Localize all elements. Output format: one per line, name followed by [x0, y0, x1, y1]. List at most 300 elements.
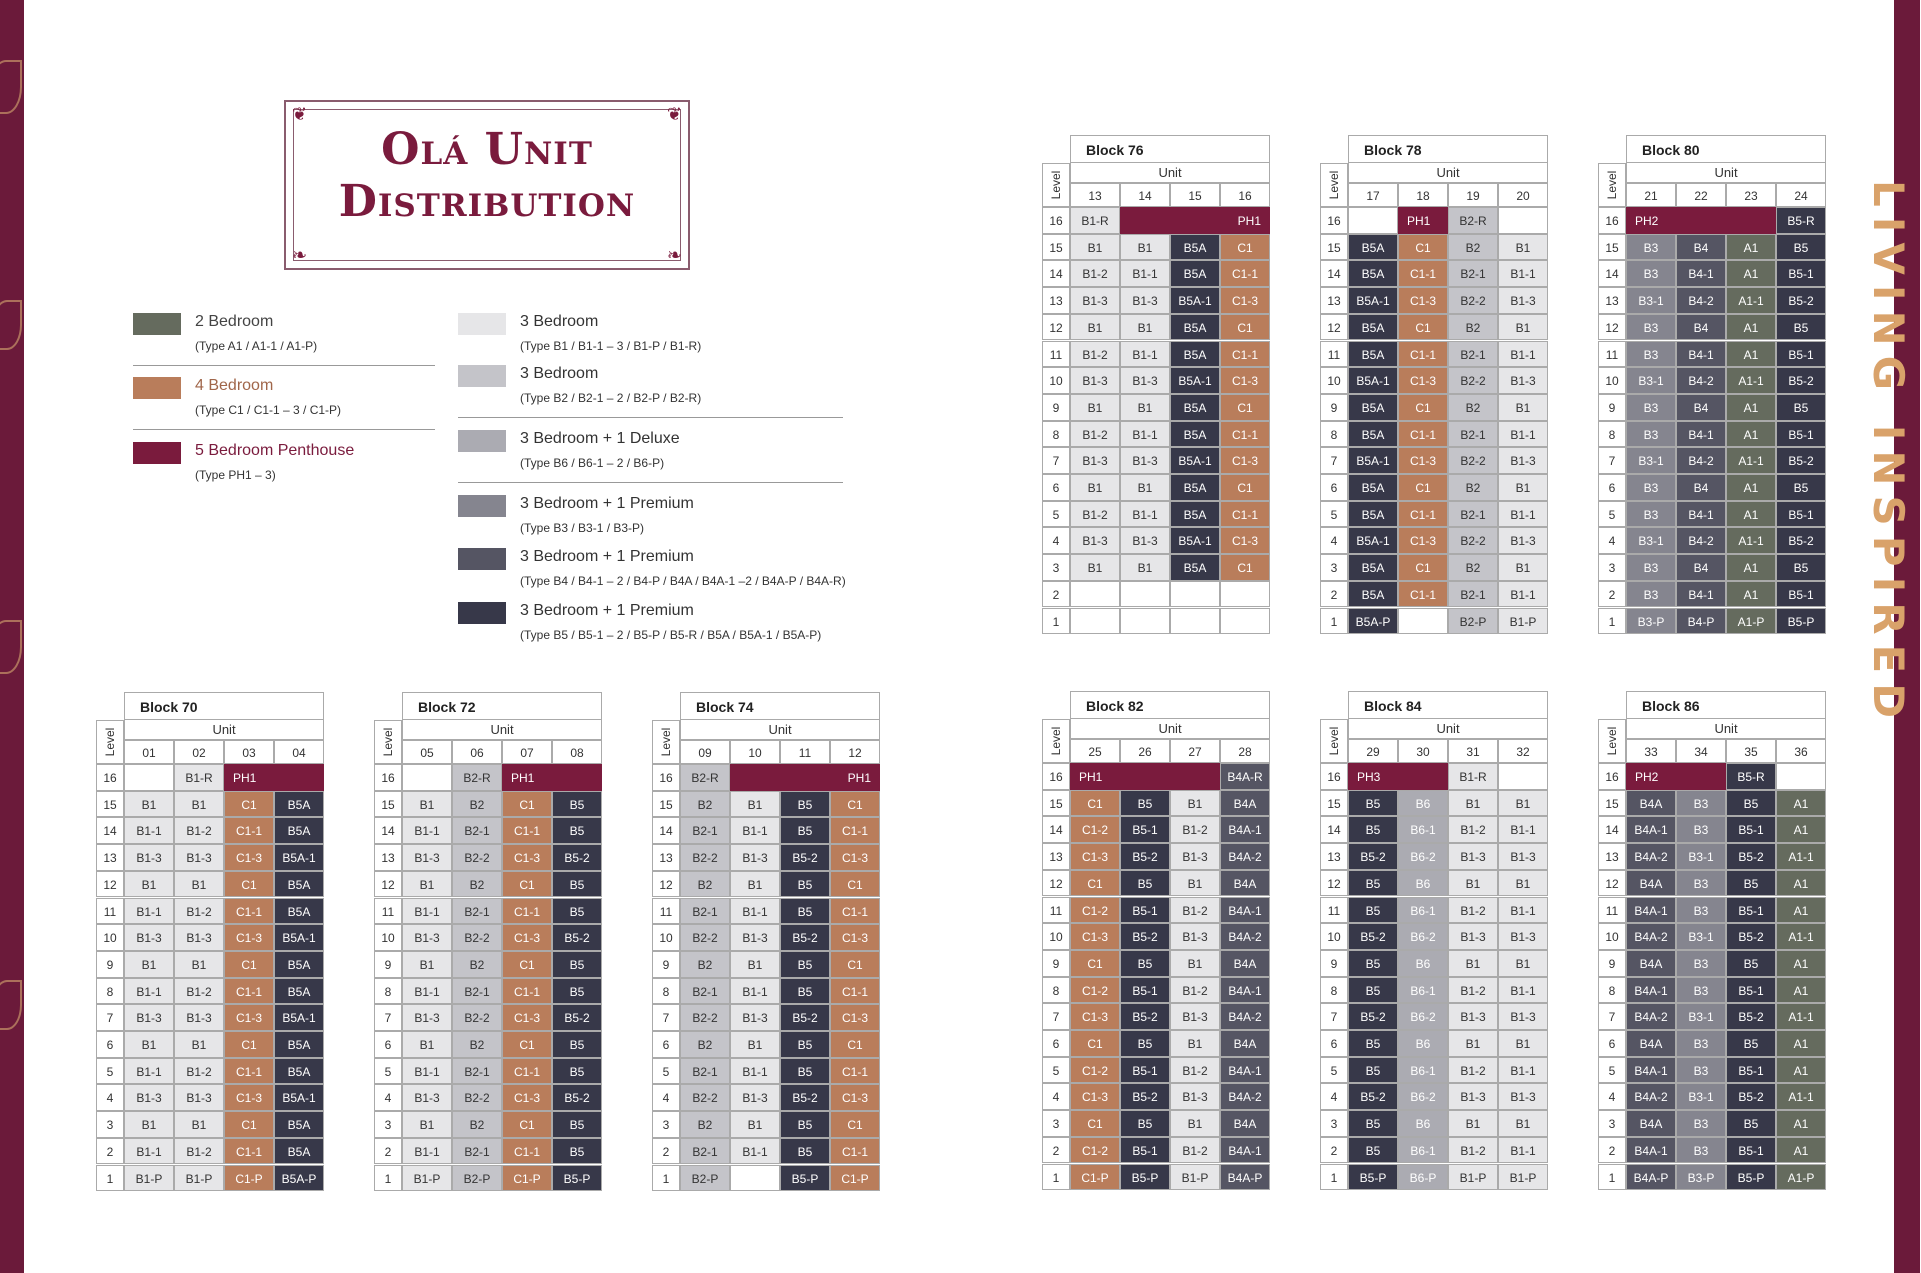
- block-title: Block 76: [1070, 135, 1270, 163]
- unit-cell: B1-3: [1120, 447, 1170, 474]
- unit-cell: B5: [1348, 950, 1398, 977]
- unit-cell: B1-2: [1170, 977, 1220, 1004]
- level-number: 11: [1598, 897, 1626, 924]
- unit-cell: A1-1: [1776, 843, 1826, 870]
- unit-cell: B3: [1676, 897, 1726, 924]
- unit-cell: B1: [1498, 554, 1548, 581]
- legend-subtitle: (Type B6 / B6-1 – 2 / B6-P): [520, 456, 665, 470]
- unit-cell: B2-2: [680, 844, 730, 871]
- unit-cell: C1: [502, 1111, 552, 1138]
- unit-cell: B1-3: [1170, 923, 1220, 950]
- level-number: 3: [652, 1111, 680, 1138]
- unit-cell: B5A-1: [274, 1004, 324, 1031]
- legend-subtitle: (Type B5 / B5-1 – 2 / B5-P / B5-R / B5A / B5A-1 / B5A-P): [520, 628, 822, 642]
- legend-swatch: [133, 313, 181, 335]
- unit-cell: B4: [1676, 474, 1726, 501]
- unit-column-header: 23: [1726, 183, 1776, 207]
- unit-cell: A1-1: [1726, 527, 1776, 554]
- unit-cell: B5-P: [1348, 1164, 1398, 1191]
- level-number: 12: [374, 871, 402, 898]
- unit-cell: B1-1: [402, 1138, 452, 1165]
- unit-cell: B4: [1676, 234, 1726, 261]
- level-number: 1: [652, 1165, 680, 1192]
- unit-cell: A1: [1726, 314, 1776, 341]
- unit-cell: B1: [1120, 394, 1170, 421]
- unit-cell: B5: [1776, 554, 1826, 581]
- unit-cell: B5: [1348, 870, 1398, 897]
- unit-cell: B5A: [1348, 421, 1398, 448]
- unit-cell: B1: [174, 951, 224, 978]
- unit-cell: B3: [1626, 421, 1676, 448]
- unit-cell: B1-3: [1498, 447, 1548, 474]
- level-number: 16: [374, 764, 402, 791]
- unit-cell: A1-1: [1726, 367, 1776, 394]
- unit-cell: C1-3: [1070, 923, 1120, 950]
- unit-cell: B1-2: [1070, 260, 1120, 287]
- unit-cell: B2-1: [1448, 421, 1498, 448]
- unit-cell: B5-1: [1120, 816, 1170, 843]
- unit-cell: B3: [1626, 474, 1676, 501]
- unit-cell: B3: [1676, 1137, 1726, 1164]
- unit-cell: A1: [1726, 501, 1776, 528]
- unit-cell: B4A-1: [1626, 977, 1676, 1004]
- unit-header: Unit: [1626, 163, 1826, 183]
- unit-cell: B2-2: [680, 1084, 730, 1111]
- unit-cell: B1-3: [1498, 923, 1548, 950]
- unit-cell: B1: [1120, 474, 1170, 501]
- level-number: 8: [1042, 421, 1070, 448]
- side-tagline: [1864, 180, 1921, 1100]
- unit-cell: C1: [1398, 234, 1448, 261]
- level-number: 8: [1598, 421, 1626, 448]
- level-number: 10: [1042, 923, 1070, 950]
- unit-cell: B1-3: [402, 844, 452, 871]
- unit-cell: B1: [1120, 554, 1170, 581]
- unit-cell: B1: [1170, 790, 1220, 817]
- unit-cell: C1: [1398, 554, 1448, 581]
- unit-cell: B5-2: [552, 844, 602, 871]
- unit-cell: B4-2: [1676, 447, 1726, 474]
- level-number: 12: [1320, 314, 1348, 341]
- unit-cell: PH1: [1120, 207, 1270, 234]
- level-number: 16: [652, 764, 680, 791]
- unit-cell: B5-2: [552, 1004, 602, 1031]
- block-title: Block 72: [402, 692, 602, 720]
- unit-cell: B1-2: [174, 1138, 224, 1165]
- unit-cell: B4A-2: [1626, 923, 1676, 950]
- unit-cell: C1: [1220, 474, 1270, 501]
- unit-cell: B5-1: [1726, 897, 1776, 924]
- legend-divider: [133, 365, 435, 366]
- unit-cell: B4A-2: [1626, 1003, 1676, 1030]
- unit-cell: B5: [1348, 1137, 1398, 1164]
- legend-subtitle: (Type C1 / C1-1 – 3 / C1-P): [195, 403, 342, 417]
- leaf-ornament: [0, 60, 22, 114]
- unit-column-header: 33: [1626, 739, 1676, 763]
- unit-cell: B6-P: [1398, 1164, 1448, 1191]
- unit-cell: C1-3: [502, 924, 552, 951]
- unit-cell: B1-1: [730, 978, 780, 1005]
- unit-cell: B1-2: [174, 898, 224, 925]
- unit-cell: B6-1: [1398, 977, 1448, 1004]
- level-number: 8: [1598, 977, 1626, 1004]
- block-title: Block 80: [1626, 135, 1826, 163]
- level-number: 7: [1598, 1003, 1626, 1030]
- unit-cell: B1-1: [124, 1138, 174, 1165]
- unit-header: Unit: [680, 720, 880, 740]
- unit-header: Unit: [1070, 163, 1270, 183]
- unit-cell: B1-1: [124, 1058, 174, 1085]
- unit-cell: B1-2: [174, 1058, 224, 1085]
- level-number: 2: [1042, 581, 1070, 608]
- unit-cell: A1: [1726, 341, 1776, 368]
- level-number: 16: [1320, 207, 1348, 234]
- unit-cell: B1-P: [124, 1165, 174, 1192]
- unit-cell: B4: [1676, 314, 1726, 341]
- level-number: 5: [1320, 1057, 1348, 1084]
- unit-cell: B2: [1448, 234, 1498, 261]
- unit-cell: B1-3: [124, 844, 174, 871]
- level-number: 2: [652, 1138, 680, 1165]
- unit-cell: B1-1: [1498, 581, 1548, 608]
- unit-column-header: 01: [124, 740, 174, 764]
- level-number: 14: [1320, 260, 1348, 287]
- level-number: 9: [652, 951, 680, 978]
- unit-cell: B5: [1348, 790, 1398, 817]
- unit-cell: B1-1: [1498, 260, 1548, 287]
- unit-cell: B1-P: [402, 1165, 452, 1192]
- level-number: 11: [1042, 897, 1070, 924]
- unit-cell: B1: [402, 951, 452, 978]
- unit-cell: B5: [552, 898, 602, 925]
- legend-swatch: [458, 365, 506, 387]
- legend-title: 4 Bedroom: [195, 377, 274, 394]
- unit-cell: B1: [1498, 394, 1548, 421]
- unit-cell: C1-1: [502, 898, 552, 925]
- unit-cell: B6-1: [1398, 816, 1448, 843]
- unit-cell: B1: [1070, 474, 1120, 501]
- level-number: 15: [374, 791, 402, 818]
- unit-cell: B2: [1448, 314, 1498, 341]
- level-number: 12: [1042, 870, 1070, 897]
- unit-column-header: 16: [1220, 183, 1270, 207]
- unit-cell: C1-3: [1220, 527, 1270, 554]
- unit-cell: B5: [1348, 816, 1398, 843]
- unit-cell: B6-2: [1398, 923, 1448, 950]
- unit-cell: B2-R: [680, 764, 730, 791]
- unit-column-header: 12: [830, 740, 880, 764]
- unit-cell: B2: [1448, 474, 1498, 501]
- unit-cell: C1-1: [1398, 341, 1448, 368]
- unit-cell-empty: [1070, 608, 1120, 635]
- unit-cell: B1-2: [1448, 1057, 1498, 1084]
- unit-cell: C1: [1398, 474, 1448, 501]
- unit-cell-empty: [124, 764, 174, 791]
- unit-cell: B4A-2: [1220, 843, 1270, 870]
- unit-cell: B1-3: [174, 924, 224, 951]
- unit-cell: B1-1: [1498, 897, 1548, 924]
- level-number: 8: [1320, 977, 1348, 1004]
- unit-column-header: 25: [1070, 739, 1120, 763]
- unit-cell: C1-3: [502, 1004, 552, 1031]
- unit-cell: B5A: [1348, 394, 1398, 421]
- level-number: 9: [1320, 950, 1348, 977]
- level-number: 13: [1042, 287, 1070, 314]
- unit-cell: A1: [1776, 977, 1826, 1004]
- unit-cell: C1-1: [830, 1138, 880, 1165]
- unit-cell: B5-2: [1726, 1003, 1776, 1030]
- unit-cell: B1: [124, 1031, 174, 1058]
- unit-cell: B5: [1120, 790, 1170, 817]
- unit-cell: B6-1: [1398, 1137, 1448, 1164]
- level-header-label: Level: [103, 727, 117, 757]
- unit-cell: B1-3: [1170, 1003, 1220, 1030]
- unit-column-header: 08: [552, 740, 602, 764]
- unit-cell: B4-1: [1676, 341, 1726, 368]
- unit-column-header: 34: [1676, 739, 1726, 763]
- unit-cell: B4A-1: [1626, 897, 1676, 924]
- level-number: 4: [1042, 1083, 1070, 1110]
- unit-cell: B6: [1398, 950, 1448, 977]
- unit-cell: B1-3: [1120, 367, 1170, 394]
- corner-flourish-icon: ❦: [292, 104, 308, 124]
- unit-cell-empty: [402, 764, 452, 791]
- unit-cell: B3-1: [1626, 447, 1676, 474]
- legend-divider: [133, 429, 435, 430]
- unit-cell: B3: [1626, 394, 1676, 421]
- unit-cell: C1-3: [1398, 527, 1448, 554]
- legend-title: 3 Bedroom + 1 Premium: [520, 602, 694, 619]
- unit-cell: B5-P: [552, 1165, 602, 1192]
- unit-cell-empty: [1398, 608, 1448, 635]
- level-number: 14: [1042, 260, 1070, 287]
- level-number: 13: [96, 844, 124, 871]
- unit-cell: B1-3: [1170, 1083, 1220, 1110]
- unit-cell: B1: [1498, 1110, 1548, 1137]
- unit-cell: B5-2: [1120, 843, 1170, 870]
- unit-cell: B5A-P: [274, 1165, 324, 1192]
- unit-cell: B1: [1448, 870, 1498, 897]
- unit-cell: B3: [1676, 950, 1726, 977]
- legend-subtitle: (Type B4 / B4-1 – 2 / B4-P / B4A / B4A-1 –2 / B4A-P / B4A-R): [520, 574, 846, 588]
- unit-cell: B3: [1626, 234, 1676, 261]
- unit-cell: B4A-1: [1220, 1137, 1270, 1164]
- unit-cell: B5: [1348, 1057, 1398, 1084]
- unit-cell: B1: [124, 871, 174, 898]
- unit-cell: B3: [1626, 554, 1676, 581]
- unit-cell: C1-3: [1398, 447, 1448, 474]
- unit-cell: B3-P: [1626, 608, 1676, 635]
- block-title: Block 82: [1070, 691, 1270, 719]
- unit-cell: B5A-1: [1170, 447, 1220, 474]
- level-number: 1: [1042, 608, 1070, 635]
- unit-cell: PH3: [1348, 763, 1448, 790]
- unit-cell: B5-2: [780, 924, 830, 951]
- level-number: 13: [1598, 287, 1626, 314]
- unit-cell: B2: [680, 1111, 730, 1138]
- unit-cell: B5: [1776, 394, 1826, 421]
- unit-cell: B1-2: [1170, 1057, 1220, 1084]
- unit-cell: B5: [552, 817, 602, 844]
- unit-cell: B1-3: [174, 1084, 224, 1111]
- unit-cell: B5-2: [780, 1004, 830, 1031]
- unit-cell: B1-3: [402, 924, 452, 951]
- unit-cell: B5A: [274, 791, 324, 818]
- level-header-label: Level: [659, 727, 673, 757]
- level-number: 5: [652, 1058, 680, 1085]
- level-number: 2: [1598, 1137, 1626, 1164]
- unit-cell: B5-2: [780, 844, 830, 871]
- unit-cell: B2: [1448, 554, 1498, 581]
- unit-cell: B5-P: [1776, 608, 1826, 635]
- legend-title: 3 Bedroom: [520, 313, 599, 330]
- level-number: 4: [1320, 527, 1348, 554]
- unit-column-header: 03: [224, 740, 274, 764]
- unit-cell: B5A-1: [1348, 287, 1398, 314]
- unit-cell: C1: [502, 791, 552, 818]
- unit-cell: B5A: [274, 1138, 324, 1165]
- block-title: Block 78: [1348, 135, 1548, 163]
- unit-cell: B2: [680, 871, 730, 898]
- unit-column-header: 21: [1626, 183, 1676, 207]
- unit-cell: B5A: [1170, 474, 1220, 501]
- unit-cell: B1-1: [730, 1138, 780, 1165]
- level-number: 9: [1598, 394, 1626, 421]
- unit-column-header: 10: [730, 740, 780, 764]
- level-number: 11: [1042, 341, 1070, 368]
- unit-cell: C1: [224, 871, 274, 898]
- level-number: 7: [1042, 1003, 1070, 1030]
- unit-cell: B2-1: [680, 898, 730, 925]
- level-number: 16: [96, 764, 124, 791]
- level-number: 6: [96, 1031, 124, 1058]
- unit-cell: B6: [1398, 790, 1448, 817]
- level-number: 3: [1042, 1110, 1070, 1137]
- unit-cell: C1-1: [1220, 341, 1270, 368]
- level-number: 10: [1598, 923, 1626, 950]
- level-number: 13: [1598, 843, 1626, 870]
- level-number: 2: [96, 1138, 124, 1165]
- unit-cell: A1-1: [1726, 287, 1776, 314]
- level-number: 14: [1598, 816, 1626, 843]
- unit-cell: B5-2: [1120, 923, 1170, 950]
- unit-cell: C1-3: [830, 924, 880, 951]
- unit-cell: B5-1: [1120, 1137, 1170, 1164]
- unit-cell: B5A-1: [1170, 287, 1220, 314]
- unit-cell: A1: [1776, 816, 1826, 843]
- block-title: Block 86: [1626, 691, 1826, 719]
- unit-cell: B2-1: [1448, 341, 1498, 368]
- unit-column-header: 05: [402, 740, 452, 764]
- unit-cell: B3-1: [1676, 923, 1726, 950]
- unit-cell: B5-1: [1726, 977, 1776, 1004]
- level-number: 12: [1042, 314, 1070, 341]
- unit-cell: B1-2: [1070, 501, 1120, 528]
- unit-cell: B1: [1448, 950, 1498, 977]
- unit-header: Unit: [402, 720, 602, 740]
- unit-cell: B5-2: [1726, 923, 1776, 950]
- unit-cell: C1-3: [1398, 287, 1448, 314]
- level-number: 3: [1598, 1110, 1626, 1137]
- unit-cell: B5-1: [1726, 1057, 1776, 1084]
- level-number: 3: [1598, 554, 1626, 581]
- unit-cell: B2: [680, 791, 730, 818]
- unit-cell: PH1: [502, 764, 602, 791]
- unit-cell: B5-2: [1120, 1083, 1170, 1110]
- legend-title: 3 Bedroom + 1 Deluxe: [520, 430, 680, 447]
- level-number: 11: [1320, 897, 1348, 924]
- level-header: [652, 720, 680, 764]
- unit-cell: B4A-1: [1220, 897, 1270, 924]
- unit-cell: B1: [1498, 950, 1548, 977]
- unit-cell: B5: [780, 1138, 830, 1165]
- unit-cell: B1-1: [402, 1058, 452, 1085]
- unit-cell: B5-R: [1726, 763, 1776, 790]
- level-number: 13: [1320, 287, 1348, 314]
- unit-cell: C1-3: [830, 844, 880, 871]
- unit-cell: C1: [1070, 790, 1120, 817]
- unit-cell: B4A-P: [1626, 1164, 1676, 1191]
- unit-cell: B5: [1726, 1110, 1776, 1137]
- unit-cell: B1-P: [1170, 1164, 1220, 1191]
- unit-cell: C1-1: [1398, 421, 1448, 448]
- unit-cell: B3: [1626, 260, 1676, 287]
- unit-cell: B4A-1: [1626, 1057, 1676, 1084]
- level-number: 2: [1598, 581, 1626, 608]
- unit-cell: B5-1: [1120, 897, 1170, 924]
- unit-cell: B2: [1448, 394, 1498, 421]
- legend-divider: [458, 417, 843, 418]
- unit-cell: A1-1: [1776, 1003, 1826, 1030]
- unit-cell: B1-3: [1070, 447, 1120, 474]
- unit-cell: B5A-1: [274, 1084, 324, 1111]
- unit-cell: B5-2: [1726, 843, 1776, 870]
- leaf-ornament: [0, 980, 22, 1030]
- level-number: 11: [96, 898, 124, 925]
- legend-title: 3 Bedroom + 1 Premium: [520, 495, 694, 512]
- unit-cell: C1: [224, 1031, 274, 1058]
- unit-cell: B1: [1498, 790, 1548, 817]
- unit-cell: B4A: [1220, 870, 1270, 897]
- unit-cell: B3: [1676, 1110, 1726, 1137]
- level-number: 6: [1042, 1030, 1070, 1057]
- level-number: 9: [374, 951, 402, 978]
- unit-cell: B2-2: [452, 924, 502, 951]
- block-title: Block 74: [680, 692, 880, 720]
- unit-cell: B1-2: [1170, 897, 1220, 924]
- level-number: 3: [374, 1111, 402, 1138]
- unit-cell: B3-1: [1626, 527, 1676, 554]
- unit-cell: B5A-1: [1348, 447, 1398, 474]
- unit-cell: B5-P: [1120, 1164, 1170, 1191]
- unit-cell: B1-3: [1448, 843, 1498, 870]
- level-number: 8: [1042, 977, 1070, 1004]
- unit-cell: B1-3: [1498, 527, 1548, 554]
- unit-cell: C1-3: [224, 1084, 274, 1111]
- level-header-label: Level: [381, 727, 395, 757]
- unit-cell: B1-2: [1448, 897, 1498, 924]
- unit-cell: B2-2: [1448, 527, 1498, 554]
- unit-cell: B6: [1398, 870, 1448, 897]
- unit-cell: B1: [124, 791, 174, 818]
- unit-cell: C1-1: [830, 978, 880, 1005]
- level-header-label: Level: [1605, 170, 1619, 200]
- level-number: 14: [1598, 260, 1626, 287]
- unit-cell: A1: [1726, 581, 1776, 608]
- unit-cell: B6-1: [1398, 897, 1448, 924]
- unit-cell: B2-P: [680, 1165, 730, 1192]
- level-number: 9: [1042, 950, 1070, 977]
